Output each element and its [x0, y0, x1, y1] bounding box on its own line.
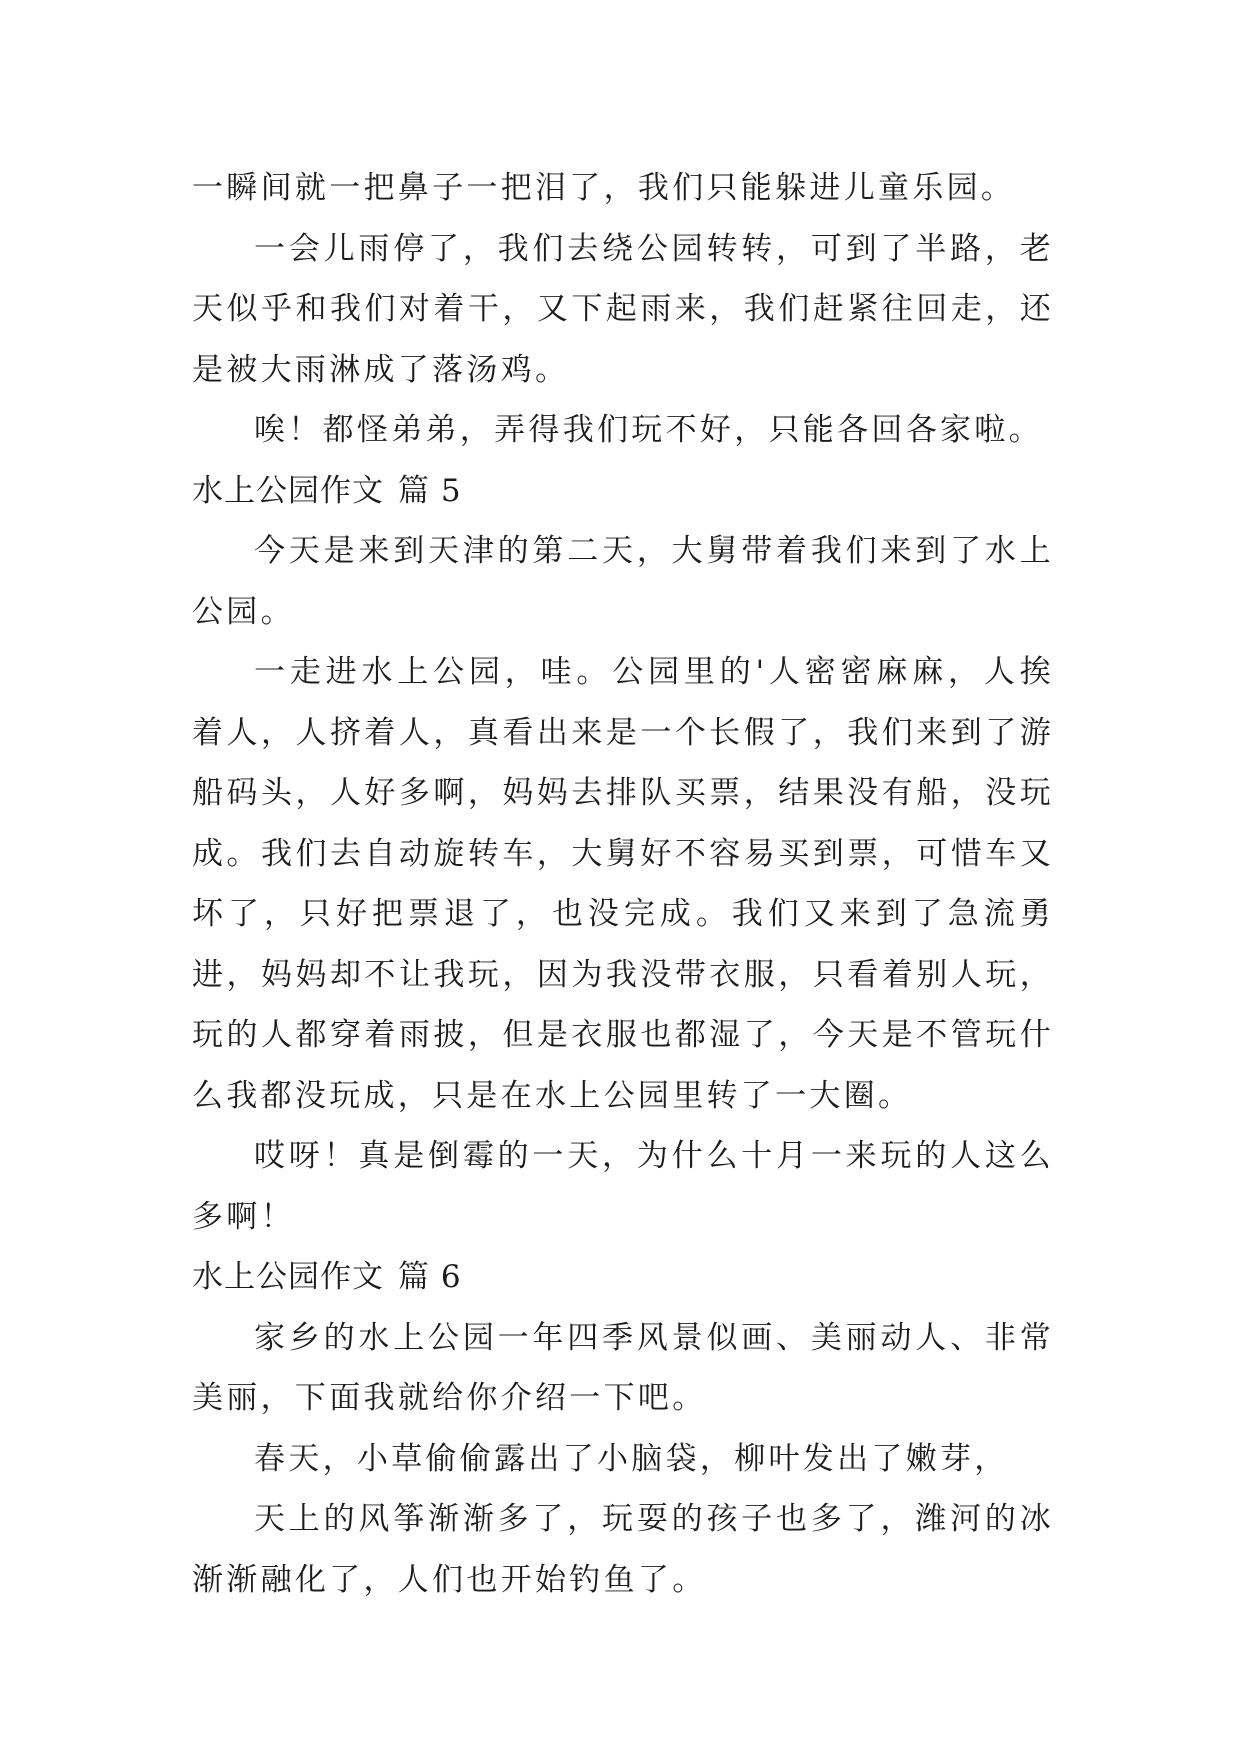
section-heading [192, 461, 1054, 522]
document-body [192, 158, 1054, 1610]
paragraph: 哎呀！真是倒霉的一天，为什么十月一来玩的人这么多啊！ [192, 1138, 1054, 1235]
section-heading-title: 水上公园作文 [192, 472, 384, 509]
paragraph-continued: 一瞬间就一把鼻子一把泪了，我们只能躲进儿童乐园。 [192, 170, 1016, 206]
section-heading [192, 1247, 1054, 1308]
section-heading-number: 篇 6 [398, 1259, 462, 1295]
paragraph: 春天，小草偷偷露出了小脑袋，柳叶发出了嫩芽， [254, 1440, 1009, 1477]
paragraph: 天上的风筝渐渐多了，玩耍的孩子也多了，潍河的冰渐渐融化了，人们也开始钓鱼了。 [192, 1501, 1054, 1598]
paragraph: 今天是来到天津的第二天，大舅带着我们来到了水上公园。 [192, 533, 1054, 630]
section-heading-title: 水上公园作文 [192, 1259, 384, 1295]
paragraph: 家乡的水上公园一年四季风景似画、美丽动人、非常美丽，下面我就给你介绍一下吧。 [192, 1319, 1054, 1416]
paragraph: 唉！都怪弟弟，弄得我们玩不好，只能各回各家啦。 [254, 412, 1043, 448]
paragraph: 一会儿雨停了，我们去绕公园转转，可到了半路，老天似乎和我们对着干，又下起雨来，我们赶紧往回走，还是被大雨淋成了落汤鸡。 [192, 230, 1054, 388]
section-heading-number: 篇 5 [398, 472, 462, 509]
paragraph: 一走进水上公园，哇。公园里的'人密密麻麻，人挨着人，人挤着人，真看出来是一个长假了，我们来到了游船码头，人好多啊，妈妈去排队买票，结果没有船，没玩成。我们去自动旋转车，大舅好不容易买到票，可惜车又坏了，只好把票退了，也没完成。我们又来到了急流勇进，妈妈却不让我玩，因为我没带衣服，只看着别人玩，玩的人都穿着雨披，但是衣服也都湿了，今天是不管玩什么我都没玩成，只是在水上公园里转了一大圈。 [192, 654, 1054, 1114]
